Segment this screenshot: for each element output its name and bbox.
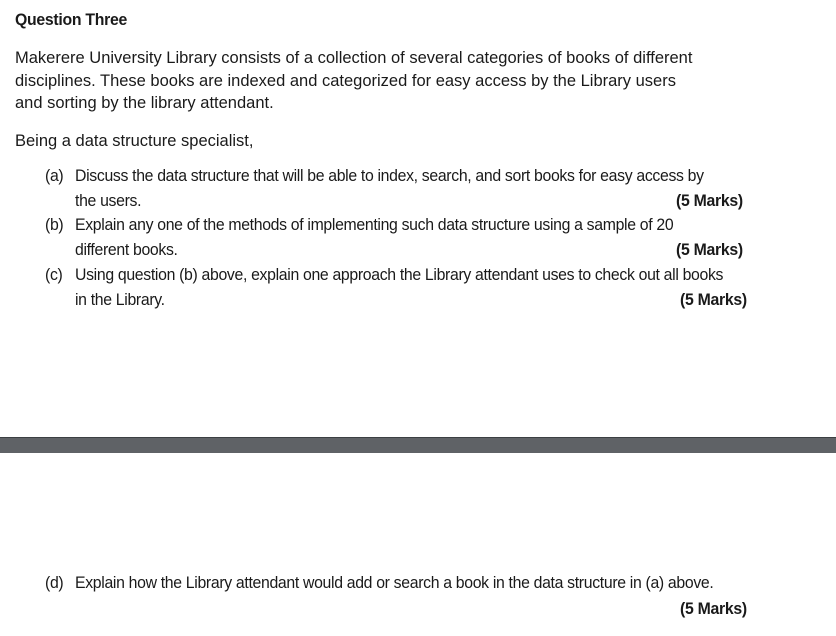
question-a-label: (a) — [45, 166, 64, 185]
question-a-text-line1: Discuss the data structure that will be able to index, search, and sort books for easy access by — [75, 166, 704, 185]
question-c-text-line1: Using question (b) above, explain one approach the Library attendant uses to check out all books — [75, 265, 724, 284]
intro-line: and sorting by the library attendant. — [15, 94, 274, 112]
question-d-label: (d) — [45, 573, 64, 592]
intro-line: disciplines. These books are indexed and categorized for easy access by the Library users — [15, 71, 676, 90]
question-c-marks: (5 Marks) — [680, 290, 747, 309]
question-b-marks: (5 Marks) — [676, 240, 743, 259]
question-a-marks: (5 Marks) — [676, 191, 743, 210]
page-break-divider — [0, 437, 836, 454]
question-c-label: (c) — [45, 265, 63, 284]
document-page-bottom — [0, 453, 836, 636]
question-b-text-line1: Explain any one of the methods of implementing such data structure using a sample of 20 — [75, 215, 674, 234]
intro-line: Makerere University Library consists of a collection of several categories of books of different — [15, 49, 693, 67]
intro-paragraph — [15, 47, 692, 115]
question-a-text-line2: the users. — [75, 191, 142, 210]
question-d-text-line1: Explain how the Library attendant would add or search a book in the data structure in (a) above. — [75, 573, 714, 592]
question-b-label: (b) — [45, 215, 64, 234]
question-d-marks: (5 Marks) — [680, 599, 747, 618]
question-heading: Question Three — [15, 10, 128, 29]
specialist-prompt: Being a data structure specialist, — [15, 132, 254, 150]
question-b-text-line2: different books. — [75, 240, 178, 259]
question-c-text-line2: in the Library. — [75, 290, 165, 309]
